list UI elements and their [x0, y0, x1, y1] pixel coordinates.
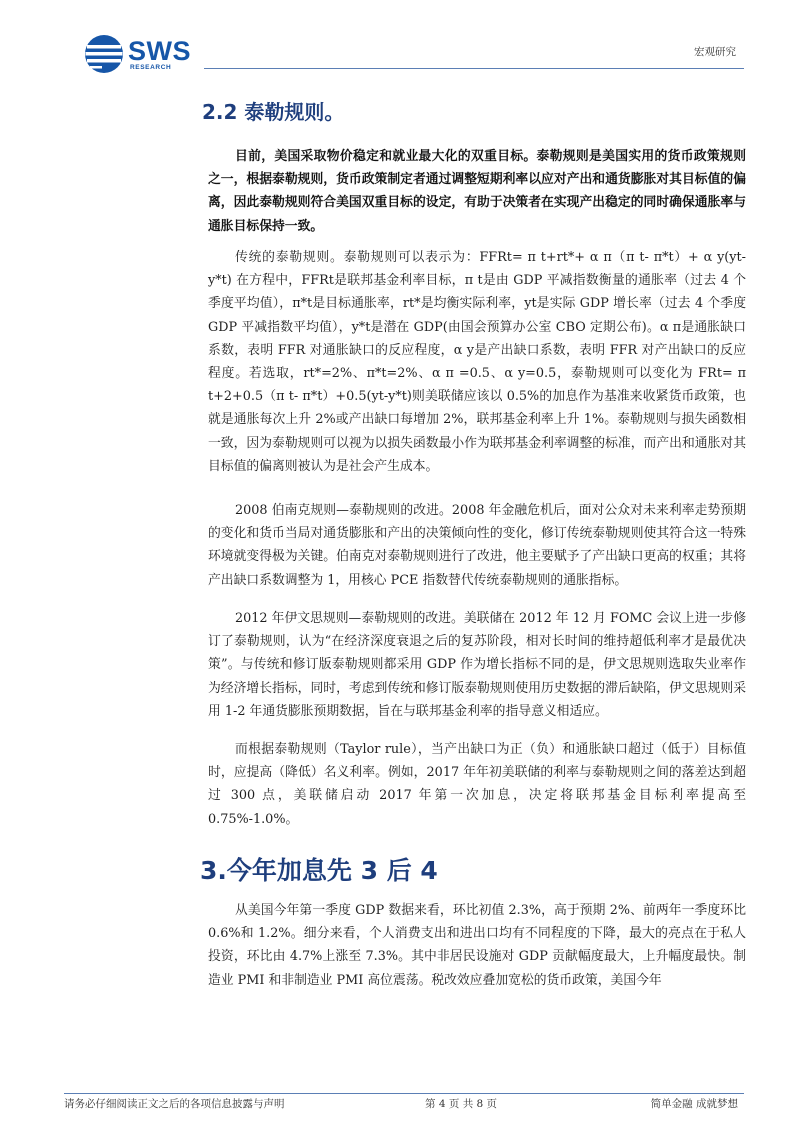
- sws-logo-icon: [84, 34, 124, 74]
- section-label: 宏观研究: [694, 46, 736, 58]
- paragraph-gdp-data: 从美国今年第一季度 GDP 数据来看，环比初值 2.3%，高于预期 2%、前两年一季度环比 0.6%和 1.2%。细分来看，个人消费支出和进出口均有不同程度的下降，最大的亮点在于私人投资，环比由 4.7%上涨至 7.3%。其中非居民设施对 GDP 贡献幅度最大，上升幅度最快。制造业 PMI 和非制造业 PMI 高位震荡。税改效应叠加宽松的货币政策，美国今年: [208, 903, 746, 988]
- section-summary: 目前，美国采取物价稳定和就业最大化的双重目标。泰勒规则是美国实用的货币政策规则之一，根据泰勒规则，货币政策制定者通过调整短期利率以应对产出和通货膨胀对其目标值的偏离，因此泰勒规则符合美国双重目标的设定，有助于决策者在实现产出稳定的同时确保通胀率与通胀目标保持一致。: [208, 149, 746, 234]
- sws-logo: [84, 34, 194, 74]
- page-number: 第 4 页 共 8 页: [425, 1098, 498, 1110]
- paragraph-bernanke-rule: 2008 伯南克规则—泰勒规则的改进。2008 年金融危机后，面对公众对未来利率走势预期的变化和货币当局对通货膨胀和产出的决策倾向性的变化，修订传统泰勒规则使其符合这一特殊环境就变得极为关键。伯南克对泰勒规则进行了改进，他主要赋予了产出缺口更高的权重；其将产出缺口系数调整为 1，用核心 PCE 指数替代传统泰勒规则的通胀指标。: [208, 503, 746, 588]
- footer-slogan: 简单金融 成就梦想: [650, 1098, 738, 1110]
- logo-subtext: RESEARCH: [130, 64, 172, 71]
- section-2-2-title: 2.2 泰勒规则。: [202, 100, 345, 124]
- paragraph-evans-rule: 2012 年伊文思规则—泰勒规则的改进。美联储在 2012 年 12 月 FOMC 会议上进一步修订了泰勒规则，认为“在经济深度衰退之后的复苏阶段，相对长时间的维持超低利率才是最优决策”。与传统和修订版泰勒规则都采用 GDP 作为增长指标不同的是，伊文思规则选取失业率作为经济增长指标，同时，考虑到传统和修订版泰勒规则使用历史数据的滞后缺陷，伊文思规则采用 1-2 年通货膨胀预期数据，旨在与联邦基金利率的指导意义相适应。: [208, 611, 746, 719]
- logo-text: SWS: [128, 36, 192, 66]
- page-header: [0, 0, 800, 80]
- section-3-title: 3.今年加息先 3 后 4: [200, 856, 438, 885]
- header-divider: [204, 68, 744, 69]
- paragraph-traditional-taylor-rule: 传统的泰勒规则。泰勒规则可以表示为：FFRt= π t+rt*+ α π（π t- π*t）+ α y(yt-y*t) 在方程中，FFRt是联邦基金利率目标，π t是由 GDP 平减指数衡量的通胀率（过去 4 个季度平均值），π*t是目标通胀率，rt*是均衡实际利率，yt是实际 GDP 增长率（过去 4 个季度 GDP 平减指数平均值），y*t是潜在 GDP(由国会预算办公室 CBO 定期公布)。α π是通胀缺口系数，表明 FFR 对通胀缺口的反应程度，α y是产出缺口系数，表明 FFR 对产出缺口的反应程度。若选取，rt*=2%、π*t=2%、α π =0.5、α y=0.5，泰勒规则可以变化为 FRt= π t+2+0.5（π t- π*t）+0.5(yt-y*t)则美联储应该以 0.5%的加息作为基准来收紧货币政策，也就是通胀每次上升 2%或产出缺口每增加 2%，联邦基金利率上升 1%。泰勒规则与损失函数相一致，因为泰勒规则可以视为以损失函数最小作为联邦基金利率调整的标准，而产出和通胀对其目标值的偏离则被认为是社会产生成本。: [208, 250, 746, 474]
- paragraph-taylor-rule-application: 而根据泰勒规则（Taylor rule），当产出缺口为正（负）和通胀缺口超过（低于）目标值时，应提高（降低）名义利率。例如，2017 年年初美联储的利率与泰勒规则之间的落差达到超过 300 点，美联储启动 2017 年第一次加息，决定将联邦基金目标利率提高至 0.75%-1.0%。: [208, 742, 746, 827]
- footer-disclaimer: 请务必仔细阅读正文之后的各项信息披露与声明: [64, 1098, 285, 1110]
- footer-divider: [64, 1093, 744, 1094]
